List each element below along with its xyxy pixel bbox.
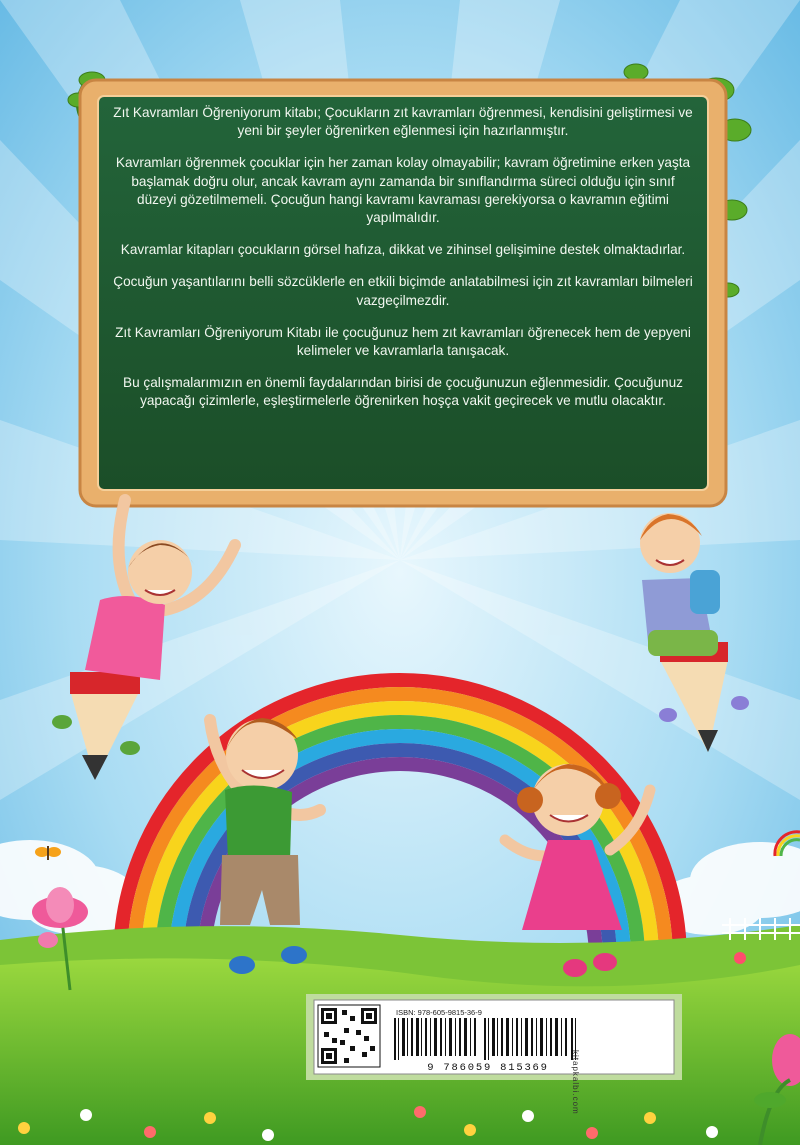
board-paragraph-3: Kavramlar kitapları çocukların görsel hafıza, dikkat ve zihinsel gelişimine destek olmaktadırlar. [120, 242, 686, 258]
board-paragraph-5: Zıt Kavramları Öğreniyorum Kitabı ile çocuğunuz hem zıt kavramları öğrenecek hem de yepyeni kelimeler ve kavramlarla tanışacak. [115, 324, 691, 359]
board-paragraph-6: Bu çalışmalarımızın en önemli faydalarından birisi de çocuğunuzun eğlenmesidir. Çocuğunuz yapacağı çizimlerle, eşleştirmelerle öğrenirken hoşça vakit geçirecek ve mutlu olacaktır. [123, 375, 683, 409]
isbn-label: ISBN: 978-605-9815-36-9 [396, 1008, 482, 1017]
board-paragraph-2: Kavramları öğrenmek çocuklar için her zaman kolay olmayabilir; kavram öğretimine erken yaşta başlamak doğru olur, ancak kavram aynı zamanda bir sınıflandırma süreci olduğu için sınıf düzeyi gözetilmemeli. Çocuğun hangi kavramı kavraması gerekiyorsa o kavramın eğitimi yapılmalıdır. [115, 155, 691, 226]
publisher-site: kitapkalbi.com [571, 1050, 580, 1115]
board-paragraph-4: Çocuğun yaşantılarını belli sözcüklerle en etkili biçimde anlatabilmesi için zıt kavramları bilmeleri vazgeçilmezdir. [113, 274, 693, 308]
qr-code [318, 1005, 380, 1067]
board-paragraph-1: Zıt Kavramları Öğreniyorum kitabı; Çocukların zıt kavramları öğrenmesi, kendisini geliştirmesi ve yeni bir şeyler öğrenirken eğlenmesi için hazırlanmıştır. [113, 105, 693, 139]
chalkboard-text [112, 104, 694, 488]
barcode-number: 9 786059 815369 [427, 1062, 549, 1074]
